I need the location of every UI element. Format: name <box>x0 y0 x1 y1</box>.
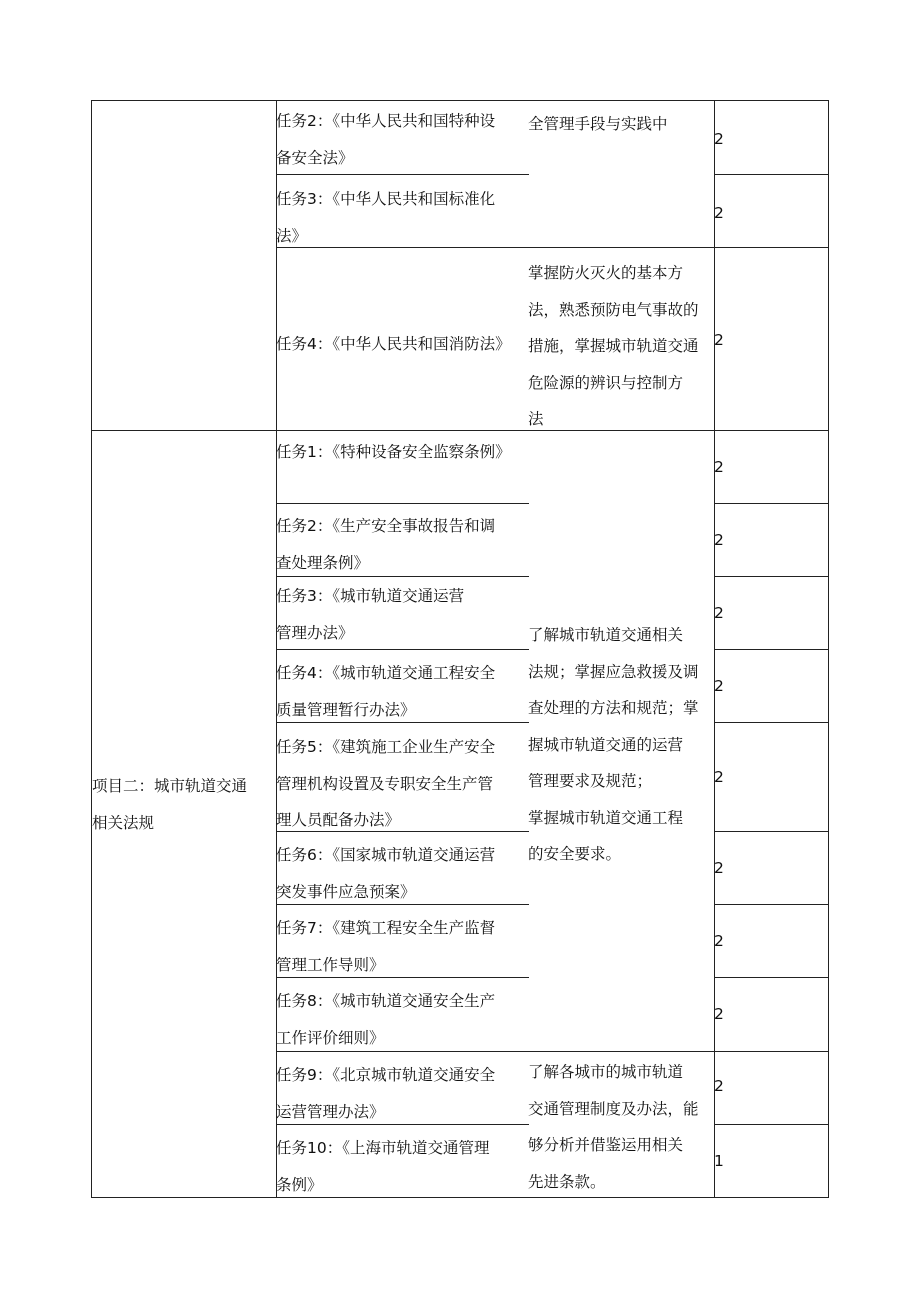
task-line: 质量管理暂行办法》 <box>276 700 416 719</box>
task-line: 任务2：《中华人民共和国特种设 <box>276 112 496 130</box>
hours-value: 2 <box>714 531 724 549</box>
goal-line: 危险源的辨识与控制方 <box>528 373 684 392</box>
goal-line: 了解各城市的城市轨道 <box>528 1063 684 1081</box>
task-line: 任务4：《城市轨道交通工程安全 <box>276 664 496 682</box>
hours-cell <box>714 1051 829 1125</box>
project-cell <box>91 430 277 1198</box>
task-line: 任务2：《生产安全事故报告和调 <box>276 517 496 535</box>
goal-line: 掌握防火灭火的基本方 <box>528 264 684 282</box>
hours-value: 2 <box>714 768 724 786</box>
task-cell <box>276 503 529 577</box>
hours-value: 2 <box>714 932 724 950</box>
task-cell <box>276 722 529 832</box>
goal-line: 了解城市轨道交通相关 <box>528 626 684 644</box>
task-line: 法》 <box>276 226 308 245</box>
task-line: 查处理条例》 <box>276 553 370 572</box>
task-line: 任务5：《建筑施工企业生产安全 <box>276 738 496 756</box>
task-cell <box>276 1051 529 1125</box>
hours-cell <box>714 904 829 978</box>
goal-cell <box>528 1051 715 1198</box>
task-cell <box>276 430 529 504</box>
hours-cell <box>714 977 829 1052</box>
goal-line: 握城市轨道交通的运营 <box>528 735 684 754</box>
hours-cell <box>714 430 829 504</box>
goal-line: 法，熟悉预防电气事故的 <box>528 300 699 319</box>
hours-cell <box>714 722 829 832</box>
hours-cell <box>714 576 829 650</box>
task-line: 管理机构设置及专职安全生产管 <box>276 774 494 793</box>
task-line: 管理办法》 <box>276 623 354 642</box>
hours-value: 2 <box>714 204 724 222</box>
hours-value: 2 <box>714 458 724 476</box>
task-line: 任务1：《特种设备安全监察条例》 <box>276 443 511 461</box>
task-line: 突发事件应急预案》 <box>276 882 416 901</box>
hours-cell <box>714 247 829 431</box>
hours-value: 2 <box>714 859 724 877</box>
goal-line: 查处理的方法和规范；掌 <box>528 699 699 717</box>
task-cell <box>276 831 529 905</box>
project-line: 相关法规 <box>92 813 155 832</box>
task-line: 任务4：《中华人民共和国消防法》 <box>276 335 511 353</box>
task-line: 任务8：《城市轨道交通安全生产 <box>276 992 496 1010</box>
hours-value: 2 <box>714 130 724 148</box>
task-line: 备安全法》 <box>276 148 354 167</box>
task-cell <box>276 977 529 1052</box>
goal-cell <box>528 100 715 248</box>
project-cell-continued <box>91 100 277 431</box>
task-cell <box>276 247 529 431</box>
goal-line: 先进条款。 <box>528 1172 606 1191</box>
task-line: 运营管理办法》 <box>276 1102 385 1121</box>
task-line: 任务3：《城市轨道交通运营 <box>276 587 465 605</box>
task-line: 任务7：《建筑工程安全生产监督 <box>276 919 496 937</box>
goal-line: 法规；掌握应急救援及调 <box>528 662 699 681</box>
task-cell <box>276 174 529 248</box>
hours-cell <box>714 503 829 577</box>
hours-value: 1 <box>714 1152 724 1170</box>
task-line: 任务3：《中华人民共和国标准化 <box>276 190 496 208</box>
task-line: 理人员配备办法》 <box>276 811 401 829</box>
hours-cell <box>714 649 829 723</box>
hours-cell <box>714 100 829 175</box>
hours-value: 2 <box>714 677 724 695</box>
hours-cell <box>714 831 829 905</box>
task-cell <box>276 649 529 723</box>
task-cell <box>276 576 529 650</box>
goal-line: 够分析并借鉴运用相关 <box>528 1136 684 1154</box>
task-line: 任务10：《上海市轨道交通管理 <box>276 1139 490 1157</box>
task-line: 条例》 <box>276 1175 323 1194</box>
hours-value: 2 <box>714 604 724 622</box>
goal-line: 的安全要求。 <box>528 845 622 863</box>
task-cell <box>276 904 529 978</box>
goal-cell <box>528 430 715 1052</box>
goal-cell <box>528 247 715 431</box>
task-line: 任务9：《北京城市轨道交通安全 <box>276 1066 496 1084</box>
task-cell <box>276 100 529 175</box>
goal-line: 管理要求及规范； <box>528 772 653 790</box>
task-line: 工作评价细则》 <box>276 1028 385 1047</box>
task-line: 任务6：《国家城市轨道交通运营 <box>276 846 496 864</box>
goal-line: 全管理手段与实践中 <box>528 115 668 133</box>
task-cell <box>276 1124 529 1198</box>
hours-cell <box>714 1124 829 1198</box>
goal-line: 措施，掌握城市轨道交通 <box>528 337 699 355</box>
goal-line: 法 <box>528 410 544 428</box>
goal-line: 掌握城市轨道交通工程 <box>528 808 684 827</box>
hours-value: 2 <box>714 1005 724 1023</box>
hours-value: 2 <box>714 331 724 349</box>
hours-cell <box>714 174 829 248</box>
hours-value: 2 <box>714 1077 724 1095</box>
project-line: 项目二：城市轨道交通 <box>92 777 248 795</box>
goal-line: 交通管理制度及办法，能 <box>528 1099 699 1118</box>
task-line: 管理工作导则》 <box>276 955 385 974</box>
